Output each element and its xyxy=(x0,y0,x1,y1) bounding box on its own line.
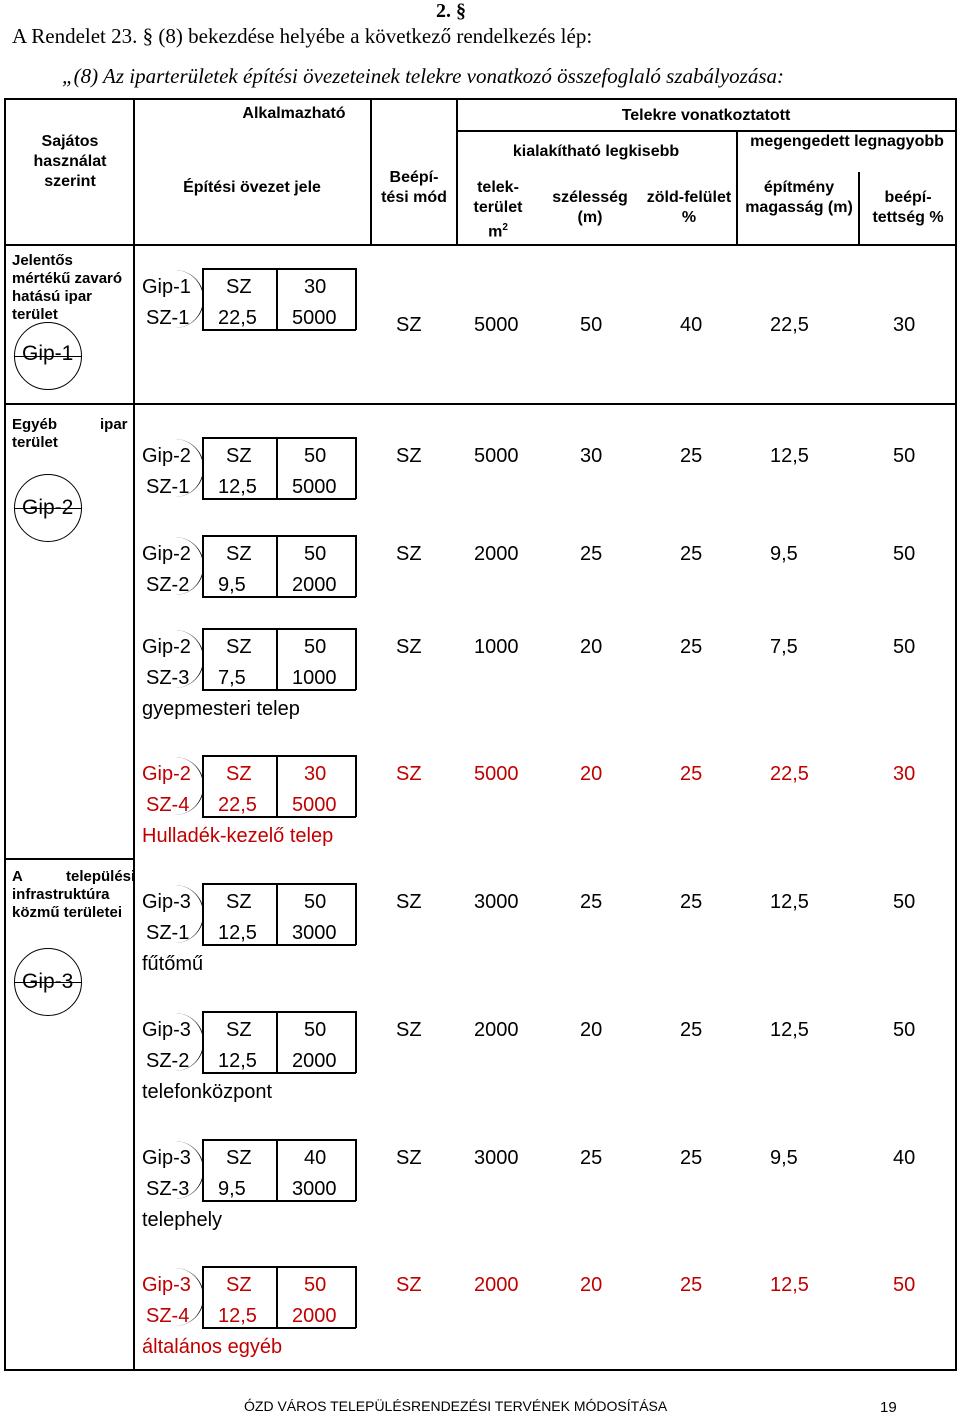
row-value: 12,5 xyxy=(770,891,809,913)
zone-code: Gip-2 xyxy=(142,445,191,467)
intro-text: A Rendelet 23. § (8) bekezdése helyébe a következő rendelkezés lép: xyxy=(12,24,593,48)
row-value: 5000 xyxy=(474,763,519,785)
zone-box-line xyxy=(202,437,356,439)
category-gip3-text1: A xyxy=(12,868,23,885)
zone-area: 5000 xyxy=(292,307,337,329)
zone-height: 12,5 xyxy=(218,476,257,498)
row-value: 50 xyxy=(893,445,916,467)
zone-mod: SZ xyxy=(226,445,252,467)
row-value: 9,5 xyxy=(770,543,798,565)
zone-box-line xyxy=(202,1139,356,1141)
zone-height: 9,5 xyxy=(218,1178,246,1200)
category-gip1-code: Gip-1 xyxy=(22,342,74,365)
zone-mod: SZ xyxy=(226,1147,252,1169)
footer-page: 19 xyxy=(880,1399,897,1416)
zone-coverage: 50 xyxy=(304,891,327,913)
row-value: 25 xyxy=(680,1147,703,1169)
row-value: 5000 xyxy=(474,445,519,467)
row-value: 20 xyxy=(580,1019,603,1041)
row-value: 25 xyxy=(680,543,703,565)
zone-area: 2000 xyxy=(292,574,337,596)
header-telekterulet-unit: m xyxy=(488,223,503,241)
row-value: 20 xyxy=(580,763,603,785)
row-value: 3000 xyxy=(474,891,519,913)
zone-code: Gip-1 xyxy=(142,276,191,298)
zone-area: 3000 xyxy=(292,922,337,944)
category-gip2-text2: ipar xyxy=(100,416,128,433)
row-value: SZ xyxy=(396,543,422,565)
zone-coverage: 50 xyxy=(304,1019,327,1041)
row-note: gyepmesteri telep xyxy=(142,698,300,720)
zone-mod: SZ xyxy=(226,276,252,298)
zone-coverage: 30 xyxy=(304,276,327,298)
row-value: 25 xyxy=(680,636,703,658)
row-value: 1000 xyxy=(474,636,519,658)
zone-area: 5000 xyxy=(292,476,337,498)
row-value: 5000 xyxy=(474,314,519,336)
zone-subcode: SZ-2 xyxy=(146,1050,190,1072)
zone-subcode: SZ-3 xyxy=(146,667,190,689)
row-value: 25 xyxy=(680,763,703,785)
zone-coverage: 50 xyxy=(304,636,327,658)
category-gip2-text1: Egyéb xyxy=(12,416,58,433)
row-value: SZ xyxy=(396,445,422,467)
header-ovezet-jele: Építési övezet jele xyxy=(183,179,321,196)
row-value: 25 xyxy=(580,1147,603,1169)
category-gip1-text: Jelentős mértékű zavaró hatású ipar terület xyxy=(12,252,123,323)
zone-coverage: 30 xyxy=(304,763,327,785)
category-gip2-code: Gip-2 xyxy=(22,496,74,519)
zone-subcode: SZ-2 xyxy=(146,574,190,596)
row-value: 12,5 xyxy=(770,445,809,467)
zone-mod: SZ xyxy=(226,1274,252,1296)
subtitle-text: „(8) Az iparterületek építési övezeteinek telekre vonatkozó összefoglaló szabályozása: xyxy=(62,64,785,88)
row-value: 50 xyxy=(580,314,603,336)
row-value: 25 xyxy=(580,891,603,913)
header-alkalmazhato: Alkalmazható xyxy=(242,105,346,122)
row-value: 2000 xyxy=(474,1019,519,1041)
section-number: 2. § xyxy=(436,0,466,22)
zone-subcode: SZ-4 xyxy=(146,1305,190,1327)
header-beepitettseg: beépí-tettség % xyxy=(872,189,944,226)
row-value: 40 xyxy=(893,1147,916,1169)
zone-mod: SZ xyxy=(226,763,252,785)
zone-area: 2000 xyxy=(292,1305,337,1327)
zone-code: Gip-3 xyxy=(142,1019,191,1041)
zone-code: Gip-2 xyxy=(142,636,191,658)
row-note: Hulladék-kezelő telep xyxy=(142,825,334,847)
category-gip3-text2: települési xyxy=(66,868,136,885)
zone-mod: SZ xyxy=(226,1019,252,1041)
zone-code: Gip-3 xyxy=(142,1274,191,1296)
row-value: 25 xyxy=(680,1019,703,1041)
row-value: 12,5 xyxy=(770,1019,809,1041)
row-value: 12,5 xyxy=(770,1274,809,1296)
row-value: 50 xyxy=(893,1019,916,1041)
row-value: 25 xyxy=(680,1274,703,1296)
row-value: 25 xyxy=(680,891,703,913)
zone-area: 1000 xyxy=(292,667,337,689)
zone-coverage: 50 xyxy=(304,1274,327,1296)
row-value: 30 xyxy=(893,314,916,336)
zone-height: 12,5 xyxy=(218,922,257,944)
zone-mod: SZ xyxy=(226,636,252,658)
row-value: SZ xyxy=(396,891,422,913)
header-beepitesi-mod: Beépí-tési mód xyxy=(381,169,447,206)
zone-height: 12,5 xyxy=(218,1050,257,1072)
row-value: 7,5 xyxy=(770,636,798,658)
header-megengedett: megengedett legnagyobb xyxy=(750,133,944,150)
row-value: 2000 xyxy=(474,543,519,565)
header-epitmeny: építmény magasság (m) xyxy=(745,179,853,216)
zone-box-line xyxy=(202,1011,356,1013)
row-value: 50 xyxy=(893,636,916,658)
zone-subcode: SZ-1 xyxy=(146,476,190,498)
header-szelesseg: szélesség (m) xyxy=(552,189,628,226)
zone-code: Gip-2 xyxy=(142,763,191,785)
row-value: 50 xyxy=(893,543,916,565)
row-value: 20 xyxy=(580,1274,603,1296)
row-value: 25 xyxy=(580,543,603,565)
row-value: 50 xyxy=(893,1274,916,1296)
category-gip3-text3: infrastruktúra közmű területei xyxy=(12,886,123,921)
zone-code: Gip-3 xyxy=(142,1147,191,1169)
zone-mod: SZ xyxy=(226,891,252,913)
category-gip3-code: Gip-3 xyxy=(22,970,74,993)
zone-area: 5000 xyxy=(292,794,337,816)
zone-subcode: SZ-3 xyxy=(146,1178,190,1200)
header-sajatos: Sajátos használat szerint xyxy=(33,133,107,190)
zone-code: Gip-3 xyxy=(142,891,191,913)
zone-area: 3000 xyxy=(292,1178,337,1200)
row-value: SZ xyxy=(396,636,422,658)
zone-height: 12,5 xyxy=(218,1305,257,1327)
zone-height: 7,5 xyxy=(218,667,246,689)
zone-box-line xyxy=(202,628,356,630)
zone-box-line xyxy=(202,1266,356,1268)
zone-code: Gip-2 xyxy=(142,543,191,565)
zone-coverage: 50 xyxy=(304,543,327,565)
row-value: SZ xyxy=(396,1147,422,1169)
zone-height: 9,5 xyxy=(218,574,246,596)
zone-subcode: SZ-4 xyxy=(146,794,190,816)
row-value: SZ xyxy=(396,1274,422,1296)
zone-coverage: 40 xyxy=(304,1147,327,1169)
footer-title: ÓZD VÁROS TELEPÜLÉSRENDEZÉSI TERVÉNEK MÓDOSÍTÁSA xyxy=(244,1398,668,1414)
row-value: 25 xyxy=(680,445,703,467)
header-telekterulet xyxy=(462,178,534,242)
row-value: 20 xyxy=(580,636,603,658)
zone-area: 2000 xyxy=(292,1050,337,1072)
row-value: 50 xyxy=(893,891,916,913)
row-value: 9,5 xyxy=(770,1147,798,1169)
row-value: 2000 xyxy=(474,1274,519,1296)
zone-subcode: SZ-1 xyxy=(146,922,190,944)
row-note: általános egyéb xyxy=(142,1336,283,1358)
row-value: 40 xyxy=(680,314,703,336)
zone-box-line xyxy=(202,535,356,537)
row-value: SZ xyxy=(396,763,422,785)
header-kialakithato: kialakítható legkisebb xyxy=(512,143,680,160)
zone-mod: SZ xyxy=(226,543,252,565)
row-note: telephely xyxy=(142,1209,223,1231)
row-note: telefonközpont xyxy=(142,1081,273,1103)
header-telekre: Telekre vonatkoztatott xyxy=(621,107,791,124)
zone-box-line xyxy=(202,268,356,270)
zone-box-line xyxy=(202,883,356,885)
header-telekterulet-label: telek-terület xyxy=(473,179,523,216)
zone-coverage: 50 xyxy=(304,445,327,467)
zone-subcode: SZ-1 xyxy=(146,307,190,329)
row-value: SZ xyxy=(396,1019,422,1041)
zone-height: 22,5 xyxy=(218,794,257,816)
zone-height: 22,5 xyxy=(218,307,257,329)
category-gip2-text3: terület xyxy=(12,434,58,451)
row-note: fűtőmű xyxy=(142,953,204,975)
row-value: 30 xyxy=(580,445,603,467)
zone-box-line xyxy=(202,755,356,757)
header-zoldfelulet: zöld-felület % xyxy=(646,189,732,226)
row-value: 22,5 xyxy=(770,314,809,336)
row-value: 30 xyxy=(893,763,916,785)
row-value: 22,5 xyxy=(770,763,809,785)
row-value: 3000 xyxy=(474,1147,519,1169)
header-telekterulet-sup: 2 xyxy=(502,222,508,233)
row-value: SZ xyxy=(396,314,422,336)
